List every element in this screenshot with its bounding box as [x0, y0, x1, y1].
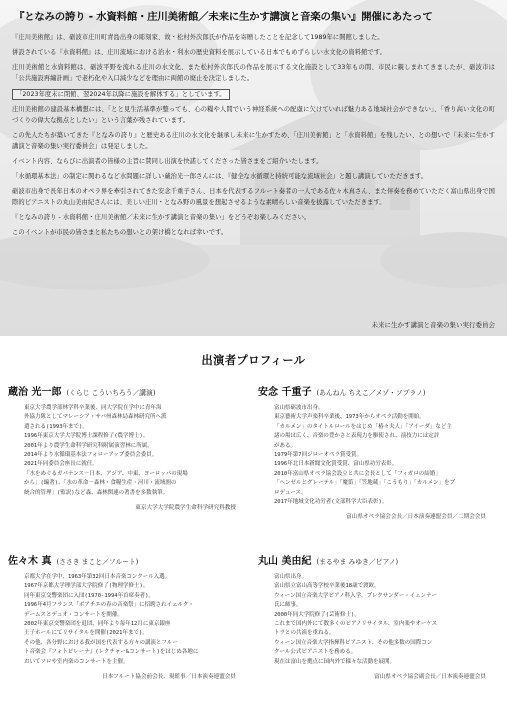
bio-line: 遣される(1993年まで)。 — [24, 423, 88, 430]
bio-line: トラとの共演を重ねる。 — [274, 630, 335, 637]
bio-line: 「水をめぐるガバナンス－日本、アジア、中東、ヨーロッパの現場 — [24, 470, 188, 477]
committee-signature: 未来に生かす講演と音楽の集い実行委員会 — [371, 321, 495, 329]
bio-line: 統合的管理」(監訳)など森、森林関連の著書を多数執筆。 — [24, 489, 169, 496]
bio-line: 氏に師事。 — [274, 602, 302, 609]
bio-line: 2014年より水循環基本法フォローアップ委員会委員。 — [24, 452, 158, 459]
performer-profile-sasaki — [8, 549, 244, 680]
performer-bio — [258, 573, 494, 667]
performer-bio — [258, 404, 494, 507]
performer-name: 丸山 美由紀 — [258, 556, 312, 567]
performer-reading: (くらじ こういちろう／講演) — [66, 389, 156, 397]
bio-line: 外協力隊としてマレーシア・サバ州森林局森林研究所へ派 — [24, 414, 167, 421]
intro-paragraph: 併設されている『水資料館』は、庄川流域における治水・利水の歴史資料を展示している日本でもめずらしい水文化の資料館です。 — [12, 49, 386, 57]
bio-line: 1979年第7回ジローオペラ賞受賞。 — [274, 452, 362, 459]
bio-line: 1996年北日本新聞文化賞受賞、富山県功労表彰。 — [274, 461, 398, 468]
bio-line: 2000年同大学院修了(芸術修士)。 — [274, 611, 360, 618]
intro-paragraph: 「水循環基本法」の制定に関わるなど水問題に詳しい蔵治光一郎さんには、『健全な水循環と持続可能な流域社会』と題し講演していただきます。 — [12, 172, 428, 180]
bio-line: 「カルメン」のタイトルロールをはじめ「椿々夫人」「アイーダ」など主 — [274, 423, 452, 430]
bio-line: から」(編著)、「水の革命－森林・食糧生産・河川・流域圏の — [24, 480, 177, 487]
performer-name-line — [8, 549, 244, 568]
bio-line: 東京藝術大学声楽科卒業後、1973年からオペラ活動を開始。 — [274, 414, 425, 421]
performers-section-title: 出演者プロフィール — [201, 354, 306, 367]
bio-line: 現在は富山を拠点に国内外で様々な活動を展開。 — [274, 658, 396, 665]
bio-line: 諸の場は広く、音楽の豊かさと表現力を駆使され、演技力には定評 — [274, 433, 440, 440]
bio-line: 富山県立富山高等学校卒業後18歳で渡欧。 — [274, 583, 380, 590]
intro-paragraph: イベント内容、ならびに出演者の皆様の主旨に賛同し出演を快諾してくださった皆さまをご紹介いたします。 — [12, 157, 323, 165]
bio-line: 東京大学農学部林学科卒業後、同大学院在学中に青年海 — [24, 405, 162, 411]
bio-line: これまで国内外にて数多くのピアノリサイタル、室内楽やオーケス — [274, 621, 438, 628]
bio-line: 2017年地域文化功労者(文部科学大臣表彰)。 — [274, 499, 388, 506]
performer-profile-annen — [258, 380, 494, 520]
performer-name-line — [258, 380, 494, 399]
performer-affiliation: 東京大学大学院農学生命科学研究科教授 — [135, 505, 236, 512]
intro-paragraph: 庄川美術館の建設基本構想には、「とと見生活基準が整っても、心の糧や人間でいう神経系統への配慮に欠けていれば魅力ある地域社会ができない」、「香り高い文化の町づくりの偉大な拠点としたい」という言葉が残されています。 — [12, 106, 495, 125]
bio-line: 1967年京都大学理学部大学院修了(物理学修士)。 — [24, 583, 149, 590]
performer-reading: (ささき まこと／フルート) — [56, 558, 139, 566]
performer-reading: (あんねん ちえこ／メゾ・ソプラノ) — [316, 389, 426, 397]
bio-line: 2021年同委員会座長に就任。 — [24, 461, 98, 468]
bio-line: その他、各分野における我が国を代表する方々の講演とフルー — [24, 639, 178, 646]
bio-line: 2010年富山県オペラ協会設立と共に会長として「フィガロの結婚」 — [274, 470, 441, 477]
performer-reading: (まるやま みゆき／ピアノ) — [316, 558, 399, 566]
demolition-notice-box: 「2023年度末に閉館、翌2024年以降に施設を解体する」としています。 — [12, 89, 230, 101]
performer-name: 佐々木 真 — [8, 556, 52, 567]
performer-name-line — [258, 549, 494, 568]
bio-line: 「ヘンゼルとグレーテル」「魔笛」「笠地蔵」「こうもり」「カルメン」をプ — [274, 480, 456, 487]
performer-affiliation: 富山県オペラ協会副会長／日本演奏連盟会員 — [374, 674, 486, 681]
intro-paragraph: 砺波市出身で長年日本のオペラ界を牽引されてきた安念千重子さん、日本を代表するフルート奏者の一人である佐々木真さん、また伴奏を務めていただく富山県出身で国際的ピアニストの丸山美由紀さんには、美しい庄川・となみ野の風景を想起させるような素晴らしい音楽を披露していただきます。 — [12, 188, 495, 206]
performer-bio — [8, 404, 244, 498]
bio-line: クール公式ピアニストを務める。 — [274, 649, 357, 656]
intro-paragraph: この先人たちが築いてきた『となみの誇り』と歴史ある庄川の水文化を継承し未来に生かすため、「庄川美術館」と「水資料館」を残したい、との想いで『未来に生かす講演と音楽の集い実行委員会』は発足しました。 — [12, 132, 495, 150]
intro-text-block — [0, 0, 507, 238]
bio-line: 1996年4月フランス「ボアチエの春の音楽祭」に招聘されイェルク・ — [24, 602, 194, 609]
performer-affiliation: 富山県オペラ協会会長／日本演奏連盟会員／二期会会員 — [346, 514, 486, 521]
bio-line: 同年東京交響楽団に入団(1970-1994年首席奏者)。 — [24, 592, 154, 599]
performer-affiliation: 日本フルート協会前会長、現監事／日本演奏連盟会員 — [101, 674, 236, 681]
bio-line: 2002年東京交響楽団を退団、同年より毎年12月に東京銀座 — [24, 621, 171, 628]
performer-bio — [8, 573, 244, 667]
bio-line: 王子ホールにてリサイタルを開催(2021年まで)。 — [24, 630, 148, 637]
bio-line: ウィーン国立音楽大学指揮科ピアニスト、その他多数の国際コン — [274, 639, 433, 646]
bio-line: 富山県砺波市出身。 — [274, 405, 324, 411]
intro-paragraph: このイベントが市民の皆さまと私たちの想いとの架け橋となれば幸いです。 — [12, 228, 228, 236]
bio-line: デームスとデュオ・コンサートを開催。 — [24, 611, 123, 618]
bio-line: ロデュース。 — [274, 489, 307, 496]
intro-highlight-row — [12, 89, 495, 101]
performer-profile-maruyama — [258, 549, 494, 680]
bio-line: ト音楽会『フォトピレーナ』(レクチャー&コンサート)をはじめ各地に — [24, 649, 199, 656]
bio-line: がある。 — [274, 442, 297, 449]
bio-line: 2001年より農学生命科学研究科附属演習林に所属。 — [24, 442, 153, 449]
bio-line: 1996年東京大学大学院博士課程修了(農学博士)。 — [24, 433, 149, 440]
performer-name: 蔵治 光一郎 — [8, 387, 62, 398]
bio-line: ウィーン国立音楽大学ピアノ科入学。プレクサンダー・イェンナー — [274, 592, 438, 599]
bio-line: おいてソロや室内楽のコンサートを主催。 — [24, 658, 129, 665]
bio-line: 富山県出身。 — [274, 574, 308, 580]
intro-paragraph: 庄川美術館と水資料館は、砺波平野を流れる庄川の水文化、また松村外次郎氏の作品を展示する文化施設として33年もの間、市民に親しまれてきましたが、砺波市は「公共施設再編計画」で老朽化や入口減少などを理由に両館の廃止を決定しました。 — [12, 64, 495, 82]
intro-title: 『となみの誇り - 水資料館・庄川美術館／未来に生かす講演と音楽の集い』開催にあたって — [14, 11, 433, 23]
performer-profile-kuraji — [8, 380, 244, 511]
intro-paragraph: 『となみの誇り - 水資料館・庄川美術館／未来に生かす講演と音楽の集い』をどうぞお楽しみください。 — [12, 213, 311, 221]
intro-section — [0, 0, 507, 336]
intro-paragraph: 『庄川美術館』は、砺波市庄川町青島出身の彫刻家、故・松村外次郎氏が作品を寄贈したことを記念して1989年に開館しました。 — [12, 34, 384, 41]
performer-name-line — [8, 380, 244, 399]
bio-line: 京都大学在学中、1963年第32回日本音楽コンクール入選。 — [24, 574, 171, 580]
performer-name: 安念 千重子 — [258, 387, 312, 398]
